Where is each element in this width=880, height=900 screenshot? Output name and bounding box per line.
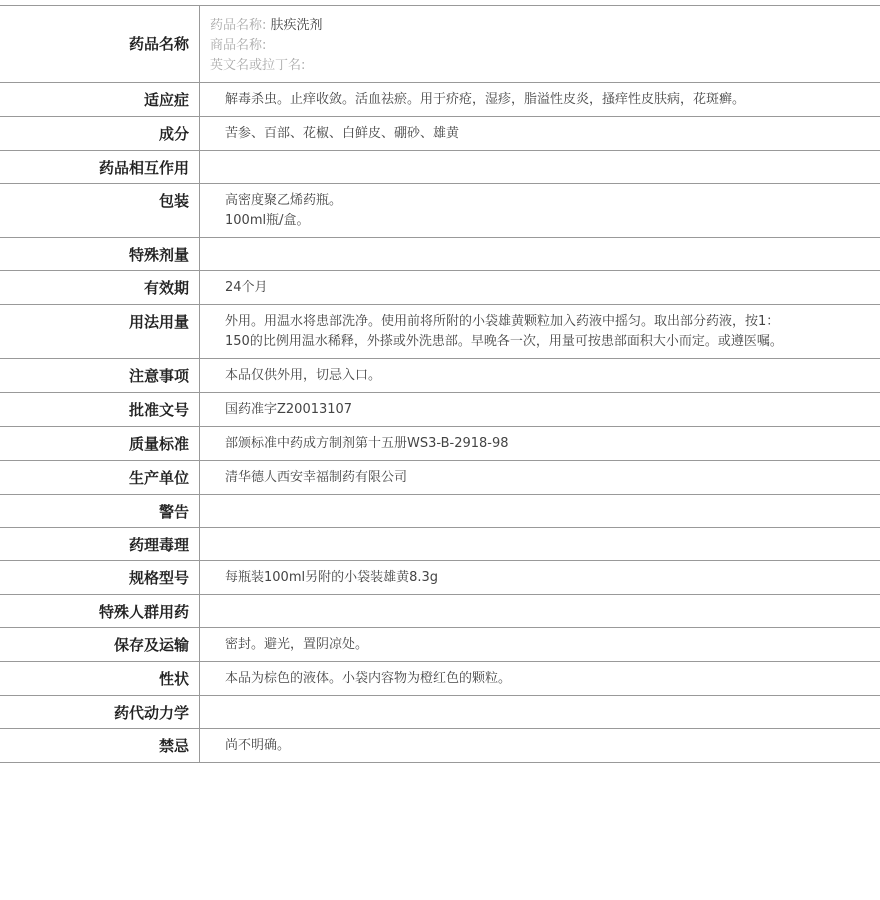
row-value — [200, 305, 880, 358]
row-label: 成分 — [0, 117, 200, 150]
spec-row — [0, 461, 880, 495]
row-value — [200, 184, 880, 237]
spec-row — [0, 184, 880, 238]
spec-row — [0, 729, 880, 763]
spec-row — [0, 271, 880, 305]
row-value — [200, 528, 880, 560]
drug-name-values — [200, 6, 880, 82]
row-value — [200, 393, 880, 426]
spec-row — [0, 628, 880, 662]
spec-row — [0, 238, 880, 271]
row-label: 批准文号 — [0, 393, 200, 426]
generic-name-label: 药品名称: — [210, 18, 267, 33]
row-label: 包装 — [0, 184, 200, 237]
spec-row — [0, 83, 880, 117]
english-name-label: 英文名或拉丁名: — [210, 58, 306, 73]
row-value — [200, 359, 880, 392]
row-value — [200, 461, 880, 494]
row-value-line: 解毒杀虫。止痒收敛。活血祛瘀。用于疥疮，湿疹，脂溢性皮炎，搔痒性皮肤病，花斑癣。 — [225, 92, 746, 107]
row-value-line: 苦参、百部、花椒、白鲜皮、硼砂、雄黄 — [225, 126, 460, 141]
spec-row — [0, 561, 880, 595]
drug-spec-table — [0, 5, 880, 763]
spec-row — [0, 696, 880, 729]
row-value — [200, 427, 880, 460]
row-value-line: 部颁标准中药成方制剂第十五册WS3-B-2918-98 — [225, 436, 509, 451]
row-value-line: 密封。避光，置阴凉处。 — [225, 637, 369, 652]
generic-name-line — [210, 16, 880, 36]
row-label: 药理毒理 — [0, 528, 200, 560]
row-value — [200, 561, 880, 594]
row-drug-name — [0, 6, 880, 83]
row-label: 用法用量 — [0, 305, 200, 358]
row-label: 特殊剂量 — [0, 238, 200, 270]
row-value — [200, 662, 880, 695]
row-label: 生产单位 — [0, 461, 200, 494]
row-label: 特殊人群用药 — [0, 595, 200, 627]
spec-row — [0, 595, 880, 628]
row-label: 药代动力学 — [0, 696, 200, 728]
row-value — [200, 696, 880, 728]
spec-row — [0, 305, 880, 359]
trade-name-label: 商品名称: — [210, 38, 267, 53]
row-value — [200, 271, 880, 304]
row-value — [200, 495, 880, 527]
row-value-line: 清华德人西安幸福制药有限公司 — [225, 470, 408, 485]
row-label: 有效期 — [0, 271, 200, 304]
generic-name-value: 肤疾洗剂 — [270, 18, 323, 33]
row-value — [200, 595, 880, 627]
spec-row — [0, 662, 880, 696]
spec-row — [0, 151, 880, 184]
row-value — [200, 238, 880, 270]
row-label: 性状 — [0, 662, 200, 695]
spec-row — [0, 117, 880, 151]
spec-row — [0, 495, 880, 528]
row-value-line: 每瓶装100ml另附的小袋装雄黄8.3g — [225, 570, 439, 585]
row-value-line: 100ml瓶/盒。 — [225, 213, 310, 228]
row-label: 规格型号 — [0, 561, 200, 594]
row-value — [200, 628, 880, 661]
row-value-line: 本品仅供外用，切忌入口。 — [225, 368, 382, 383]
spec-row — [0, 427, 880, 461]
row-label: 禁忌 — [0, 729, 200, 762]
row-label: 质量标准 — [0, 427, 200, 460]
row-value-line: 尚不明确。 — [225, 738, 291, 753]
row-value — [200, 729, 880, 762]
row-label: 药品相互作用 — [0, 151, 200, 183]
row-label: 保存及运输 — [0, 628, 200, 661]
row-label: 注意事项 — [0, 359, 200, 392]
row-label: 适应症 — [0, 83, 200, 116]
row-value-line: 高密度聚乙烯药瓶。 — [225, 193, 343, 208]
row-value — [200, 117, 880, 150]
row-label: 警告 — [0, 495, 200, 527]
row-value — [200, 151, 880, 183]
spec-row — [0, 359, 880, 393]
row-value — [200, 83, 880, 116]
spec-row — [0, 393, 880, 427]
row-value-line: 国药准字Z20013107 — [225, 402, 353, 417]
spec-row — [0, 528, 880, 561]
row-value-line: 24个月 — [225, 280, 268, 295]
row-value-line: 本品为棕色的液体。小袋内容物为橙红色的颗粒。 — [225, 671, 512, 686]
spec-rows — [0, 83, 880, 763]
row-label: 药品名称 — [0, 6, 200, 82]
row-value-line: 外用。用温水将患部洗净。使用前将所附的小袋雄黄颗粒加入药液中摇匀。取出部分药液，按1：150的比例用温水稀释，外搽或外洗患部。早晚各一次，用量可按患部面积大小而定。或遵医嘱。 — [225, 314, 783, 349]
